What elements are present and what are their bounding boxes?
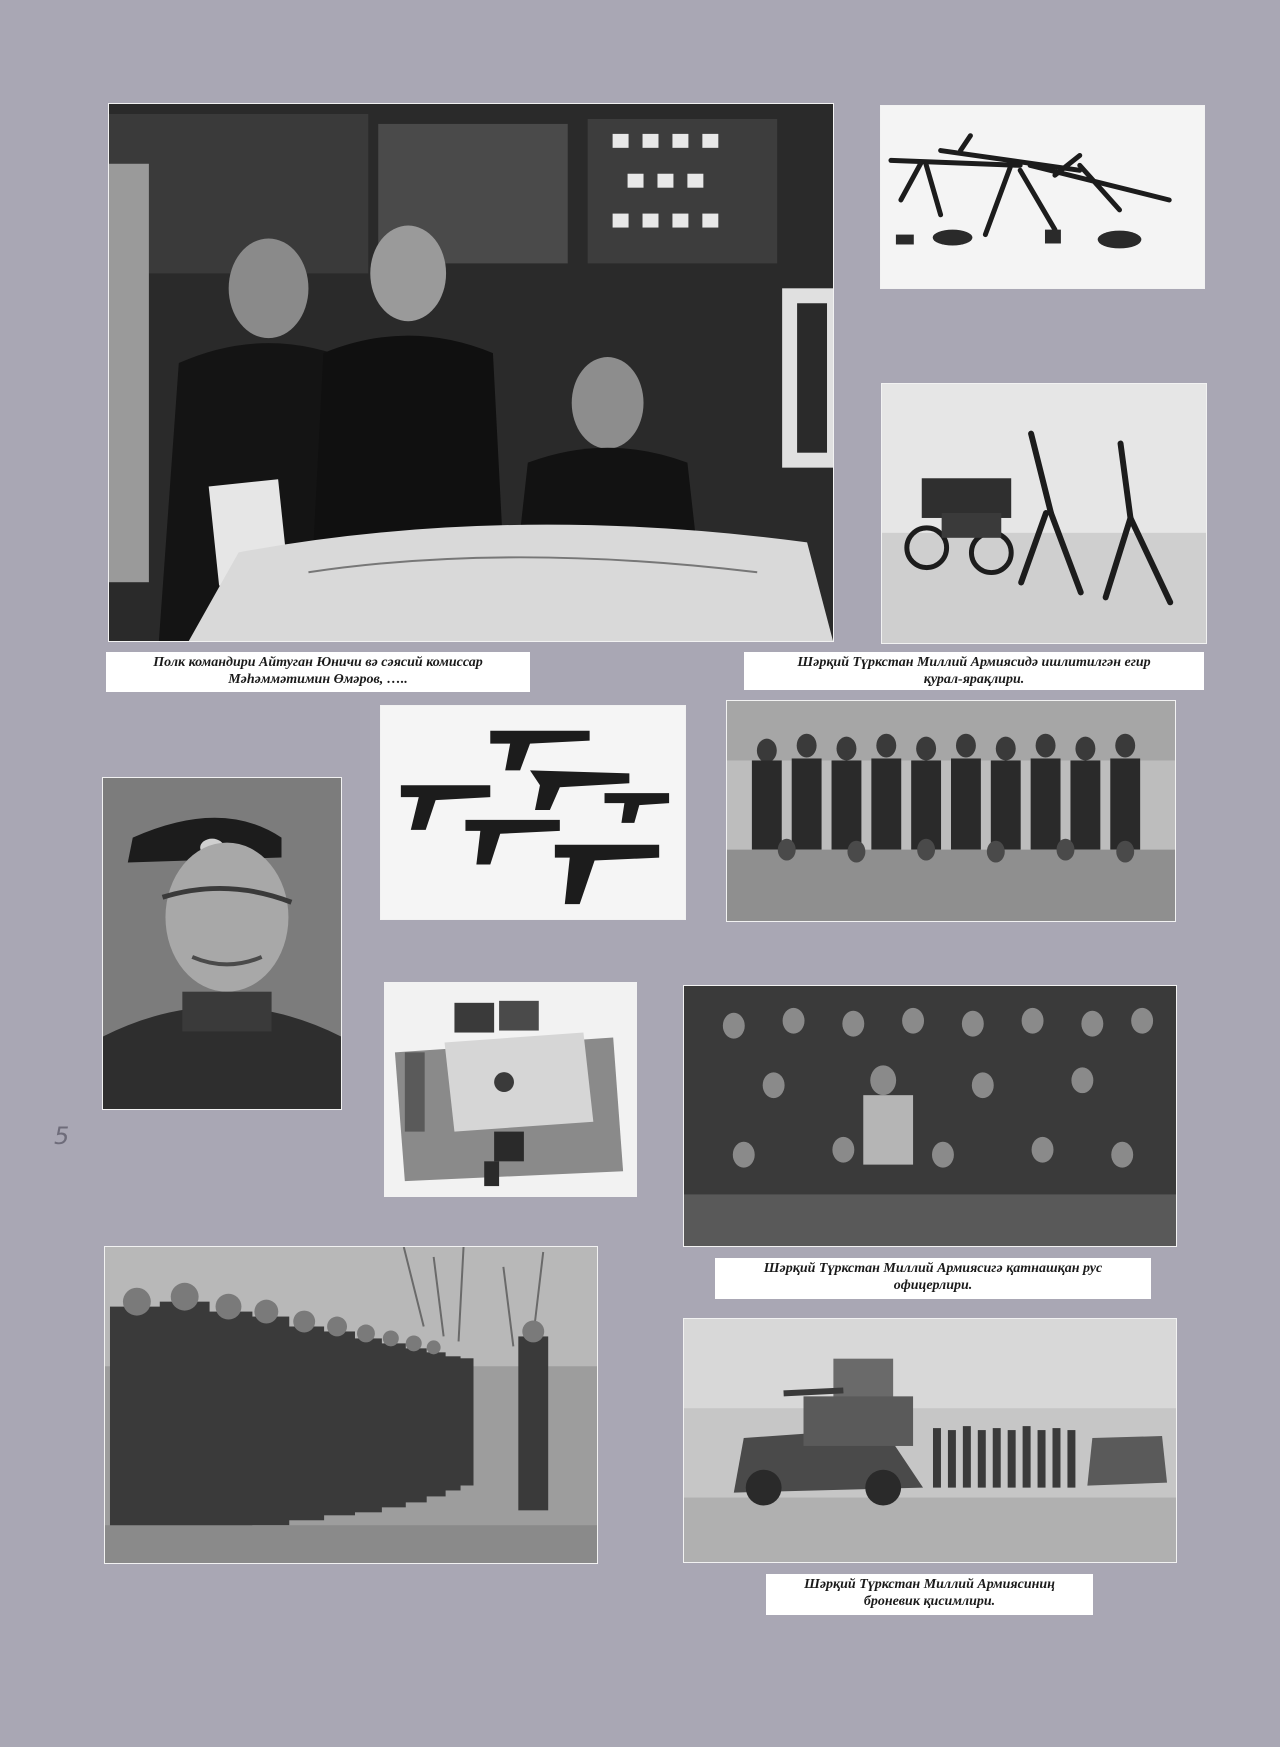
caption-russian-officers-line1: Шәрқий Түркстан Миллий Армиясигә қатнашқан рус <box>763 1261 1103 1276</box>
caption-weapons-line1: Шәрқий Түркстан Миллий Армиясидә ишлитилгән егир <box>797 655 1151 670</box>
photo-mortars <box>881 383 1207 644</box>
photo-russian-officers <box>683 985 1177 1247</box>
caption-weapons-line2: қурал-ярақлири. <box>923 672 1025 687</box>
caption-russian-officers <box>715 1258 1151 1299</box>
caption-weapons <box>744 652 1204 690</box>
caption-commanders-line1: Полк командири Айтуган Юничи вә сәясий комиссар <box>153 655 483 670</box>
photo-apparatus <box>384 982 637 1197</box>
photo-group-officers <box>726 700 1176 922</box>
caption-commanders-line2: Мәһәммәтимин Өмәров, ….. <box>228 672 408 687</box>
photo-soldiers-formation <box>104 1246 598 1564</box>
caption-russian-officers-line2: офицерлири. <box>893 1278 973 1293</box>
page-mark: 5 <box>54 1122 70 1150</box>
photo-commanders <box>108 103 834 642</box>
caption-armored <box>766 1574 1093 1615</box>
photo-machine-guns <box>880 105 1205 289</box>
photo-armored-vehicles <box>683 1318 1177 1563</box>
caption-armored-line2: броневик қисимлири. <box>863 1594 996 1609</box>
photo-pistols <box>380 705 686 920</box>
photo-officer-portrait <box>102 777 342 1110</box>
caption-armored-line1: Шәрқий Түркстан Миллий Армиясиниң <box>804 1577 1055 1592</box>
caption-commanders <box>106 652 530 692</box>
